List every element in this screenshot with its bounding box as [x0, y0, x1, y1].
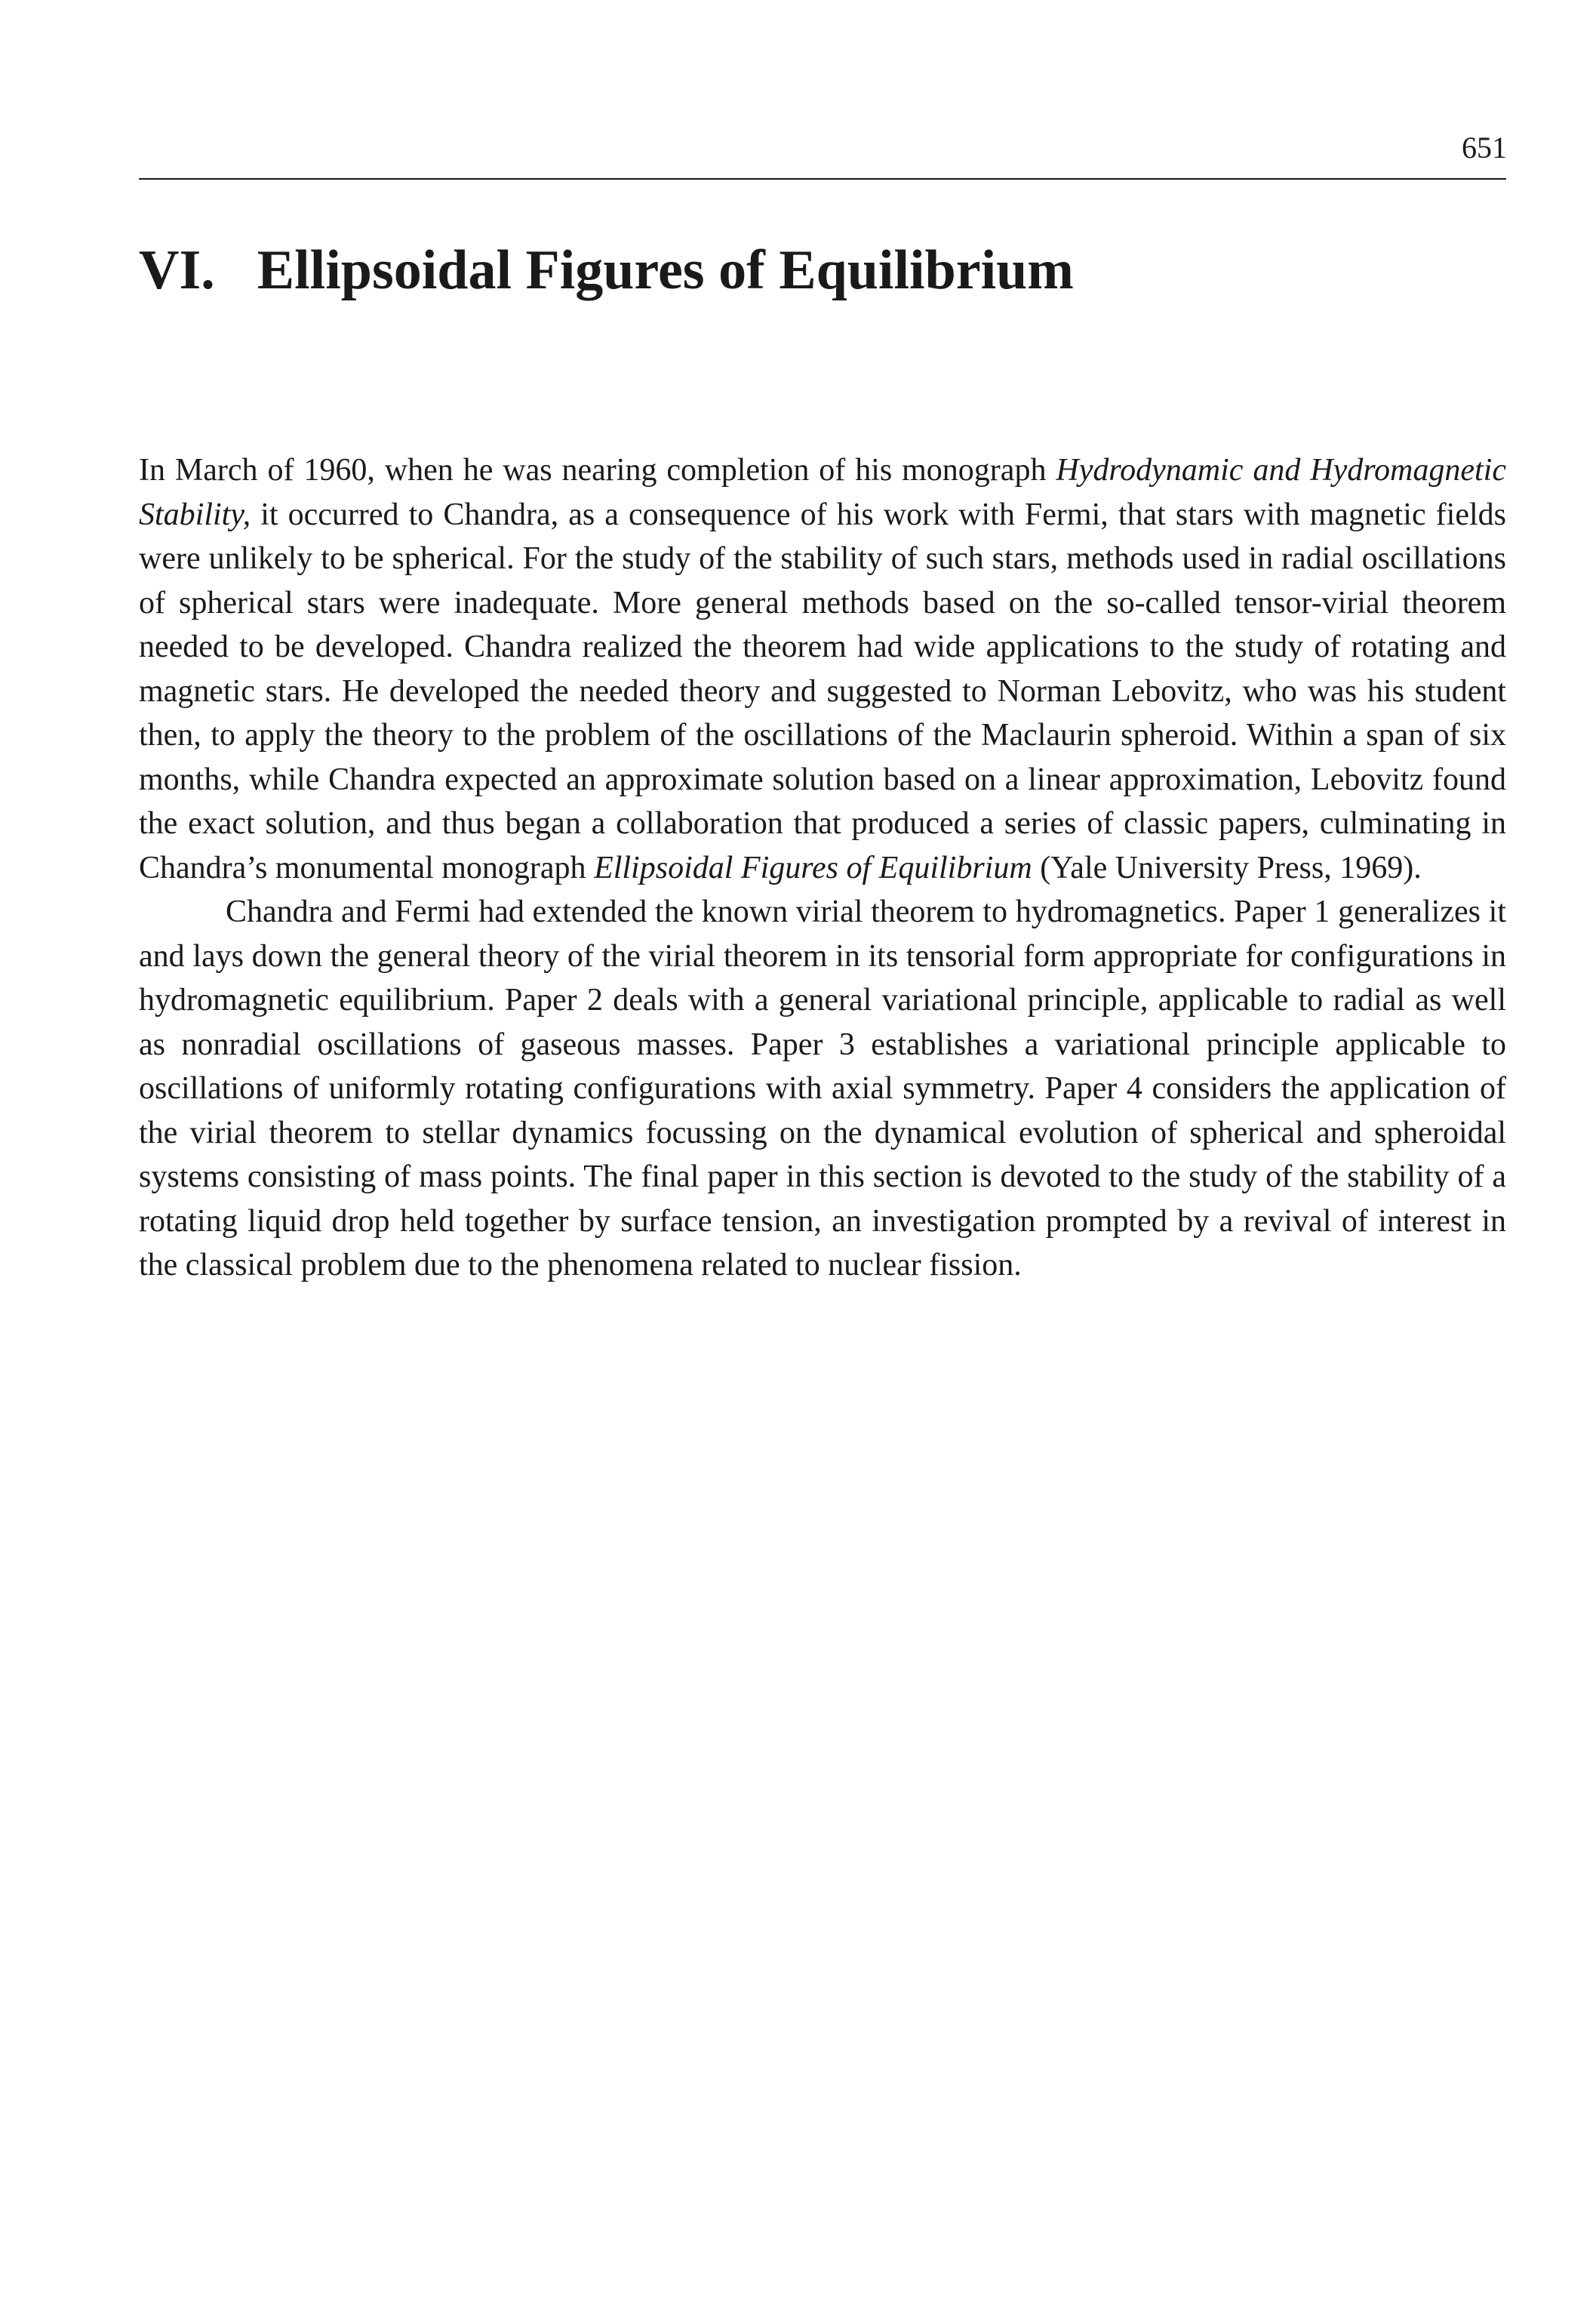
- paragraph-2-segment-1: Chandra and Fermi had extended the known virial theorem to hydromagnetics. Paper 1 generalizes it and lays down the general theory of the virial theorem in its tensorial form appropriate for configurations in hydromagnetic equilibrium. Paper 2 deals with a general variational principle, applicable to radial as well as nonradial oscillations of gaseous masses. Paper 3 establishes a variational principle applicable to oscillations of uniformly rotating configurations with axial symmetry. Paper 4 considers the application of the virial theorem to stellar dynamics focussing on the dynamical evolution of spherical and spheroidal systems consisting of mass points. The final paper in this section is devoted to the study of the stability of a rotating liquid drop held together by surface tension, an investigation prompted by a revival of interest in the classical problem due to the phenomena related to nuclear fission.: [139, 894, 1506, 1282]
- body-text: [139, 448, 1506, 1288]
- page-number: 651: [1462, 131, 1507, 165]
- paragraph-2: [139, 890, 1506, 1288]
- paragraph-1-segment-5: (Yale University Press, 1969).: [1032, 850, 1422, 885]
- chapter-number: VI.: [139, 239, 215, 301]
- book-title-hydrodynamic-stability: Hydrodynamic and Hydromagnetic Stability,: [139, 453, 1506, 532]
- header-rule: [139, 178, 1506, 180]
- chapter-heading: [139, 240, 1074, 301]
- chapter-title: Ellipsoidal Figures of Equilibrium: [257, 239, 1074, 301]
- paragraph-1-segment-1: In March of 1960, when he was nearing completion of his monograph: [139, 453, 1056, 488]
- paragraph-1: [139, 448, 1506, 890]
- book-title-ellipsoidal-figures: Ellipsoidal Figures of Equilibrium: [594, 850, 1032, 885]
- paragraph-1-segment-3: it occurred to Chandra, as a consequence of his work with Fermi, that stars with magnetic fields were unlikely to be spherical. For the study of the stability of such stars, methods used in radial oscillations of spherical stars were inadequate. More general methods based on the so-called tensor-virial theorem needed to be developed. Chandra realized the theorem had wide applications to the study of rotating and magnetic stars. He developed the needed theory and suggested to Norman Lebovitz, who was his student then, to apply the theory to the problem of the oscillations of the Maclaurin spheroid. Within a span of six months, while Chandra expected an approximate solution based on a linear approximation, Lebovitz found the exact solution, and thus began a collaboration that produced a series of classic papers, culminating in Chandra’s monumental monograph: [139, 497, 1506, 885]
